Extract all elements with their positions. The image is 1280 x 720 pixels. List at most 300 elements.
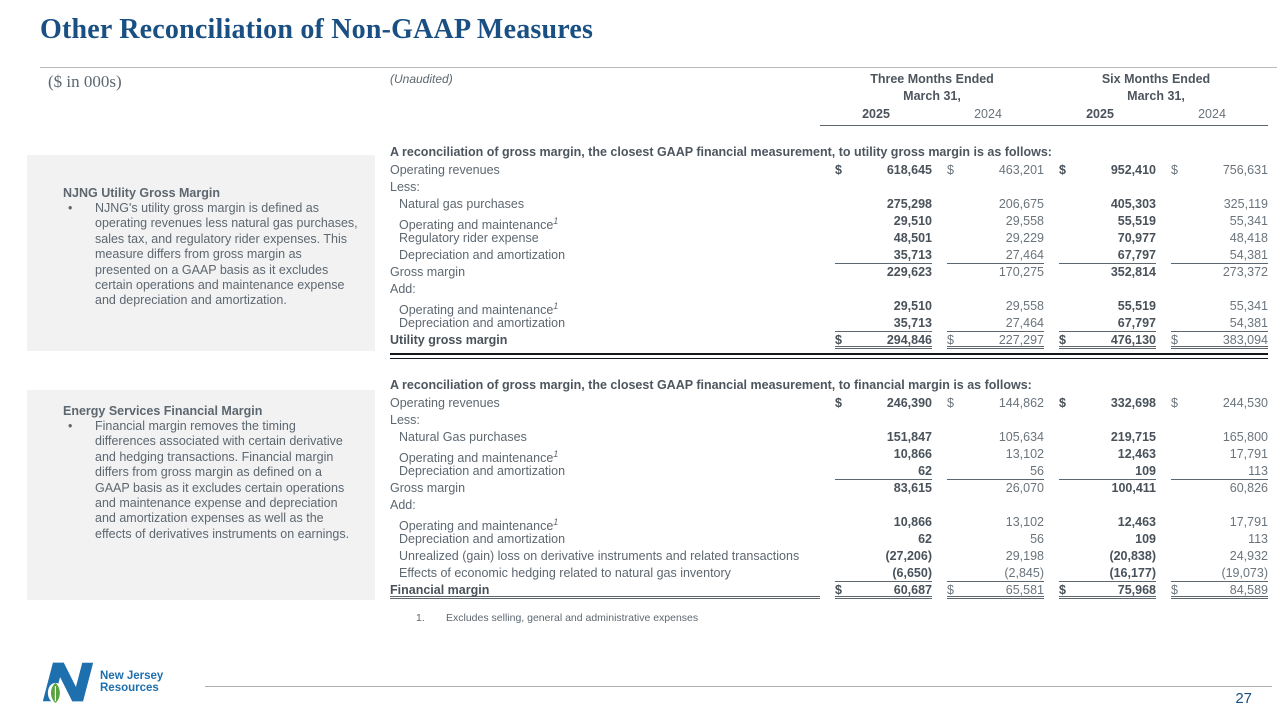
- dollar-sign: [1171, 429, 1187, 446]
- value: [963, 281, 1044, 298]
- value: 294,846: [886, 333, 932, 347]
- row-label: Utility gross margin: [390, 333, 508, 347]
- dollar-sign: $: [1171, 163, 1178, 177]
- value-cell: [1171, 412, 1268, 429]
- row-label: Operating and maintenance$^1$: [399, 301, 559, 318]
- dollar-sign: [835, 463, 851, 479]
- value-cell: [1059, 213, 1156, 230]
- footnote-ref: 1: [553, 517, 559, 527]
- dollar-sign: $: [1171, 396, 1178, 410]
- footnote: [416, 612, 698, 624]
- njr-logo-icon: [42, 656, 94, 708]
- value: 55,519: [1117, 214, 1156, 228]
- table-row: [390, 429, 1268, 446]
- dollar-sign: [1171, 565, 1187, 581]
- table-row: [390, 179, 1268, 196]
- value: 952,410: [1110, 163, 1156, 177]
- dollar-sign: [1171, 480, 1187, 497]
- value: 10,866: [893, 515, 932, 529]
- dollar-sign: $: [1171, 333, 1178, 347]
- table-row: [390, 446, 1268, 466]
- table-heading: A reconciliation of gross margin, the closest GAAP financial measurement, to utility gross margin is as follows:: [390, 145, 1052, 159]
- value: (6,650): [892, 566, 932, 580]
- value-cell: [947, 514, 1044, 531]
- row-label: Add:: [390, 498, 416, 512]
- value: 29,198: [1005, 549, 1044, 563]
- value: 48,418: [1229, 231, 1268, 245]
- table-row: [390, 281, 1268, 298]
- value: (27,206): [885, 549, 932, 563]
- dollar-sign: $: [1059, 396, 1066, 410]
- value-cell: [1059, 179, 1156, 196]
- value: 62: [918, 532, 932, 546]
- value: 56: [1030, 464, 1044, 478]
- value: 151,847: [886, 430, 932, 444]
- value-cell: [947, 332, 1044, 349]
- table-row: [390, 565, 1268, 582]
- value-cell: [1059, 446, 1156, 463]
- value: [1075, 281, 1156, 298]
- value: [851, 412, 932, 429]
- value-cell: [835, 548, 932, 565]
- value-cell: [947, 247, 1044, 264]
- value-cell: [1171, 196, 1268, 213]
- sidebar-box: [27, 390, 375, 600]
- value: 29,558: [1005, 299, 1044, 313]
- dollar-sign: [1059, 497, 1075, 514]
- dollar-sign: [947, 230, 963, 247]
- year-label: 2024: [974, 107, 1002, 121]
- value: 229,623: [886, 265, 932, 279]
- dollar-sign: [1171, 247, 1187, 263]
- value-cell: [1171, 548, 1268, 565]
- value-cell: [1171, 213, 1268, 230]
- row-label: Unrealized (gain) loss on derivative instruments and related transactions: [399, 549, 800, 563]
- value-cell: [1059, 162, 1156, 179]
- value: 113: [1248, 464, 1268, 478]
- table-row: [390, 548, 1268, 565]
- value-cell: [1171, 230, 1268, 247]
- value: [963, 497, 1044, 514]
- year-label: 2025: [1086, 107, 1114, 121]
- value-cell: [1171, 179, 1268, 196]
- value-cell: [1059, 565, 1156, 582]
- value-cell: [835, 332, 932, 349]
- value-cell: [1171, 582, 1268, 599]
- dollar-sign: $: [835, 396, 842, 410]
- dollar-sign: [1171, 230, 1187, 247]
- row-label: Depreciation and amortization: [399, 464, 566, 478]
- value: 463,201: [998, 163, 1044, 177]
- value: 29,510: [893, 214, 932, 228]
- value: [851, 497, 932, 514]
- period-title: Three Months Ended: [870, 72, 994, 86]
- dollar-sign: [835, 281, 851, 298]
- row-label: Operating revenues: [390, 396, 500, 410]
- footer-divider: [205, 686, 1272, 687]
- value-cell: [1171, 395, 1268, 412]
- value-cell: [947, 480, 1044, 497]
- value: 476,130: [1110, 333, 1156, 347]
- value-cell: [947, 429, 1044, 446]
- dollar-sign: [947, 247, 963, 263]
- dollar-sign: [1171, 497, 1187, 514]
- value-cell: [947, 497, 1044, 514]
- value: 70,977: [1117, 231, 1156, 245]
- row-label: Financial margin: [390, 582, 820, 599]
- dollar-sign: $: [1059, 333, 1066, 347]
- dollar-sign: [947, 213, 963, 230]
- value-cell: [1059, 247, 1156, 264]
- value: 35,713: [893, 316, 932, 330]
- row-label: Operating and maintenance$^1$: [399, 449, 559, 466]
- value: [963, 412, 1044, 429]
- value-cell: [1059, 412, 1156, 429]
- value: (19,073): [1221, 566, 1268, 580]
- table-row: [390, 315, 1268, 332]
- value-cell: [1171, 446, 1268, 463]
- dollar-sign: [947, 264, 963, 281]
- year-label: 2024: [1198, 107, 1226, 121]
- table-row: [390, 264, 1268, 281]
- dollar-sign: [1171, 298, 1187, 315]
- dollar-sign: [1171, 196, 1187, 213]
- row-label: Depreciation and amortization: [399, 248, 566, 262]
- dollar-sign: [1059, 247, 1075, 263]
- value: 83,615: [893, 481, 932, 495]
- dollar-sign: [1059, 281, 1075, 298]
- year-row: [1044, 105, 1268, 123]
- value: 109: [1135, 464, 1156, 478]
- period-three-months: [820, 71, 1044, 126]
- row-label: Less:: [390, 180, 420, 194]
- value-cell: [835, 497, 932, 514]
- value: 273,372: [1222, 265, 1268, 279]
- dollar-sign: $: [947, 583, 954, 597]
- dollar-sign: $: [947, 396, 954, 410]
- dollar-sign: [1171, 446, 1187, 463]
- value: 60,687: [893, 583, 932, 597]
- value: 144,862: [998, 396, 1044, 410]
- table-row: [390, 514, 1268, 534]
- value-cell: [947, 463, 1044, 480]
- dollar-sign: [1059, 548, 1075, 565]
- value: 55,341: [1229, 214, 1268, 228]
- row-label: Regulatory rider expense: [399, 231, 539, 245]
- value: 27,464: [1005, 316, 1044, 330]
- dollar-sign: [947, 412, 963, 429]
- dollar-sign: [947, 514, 963, 531]
- dollar-sign: [947, 281, 963, 298]
- value-cell: [1171, 298, 1268, 315]
- dollar-sign: [1059, 480, 1075, 497]
- row-label: Depreciation and amortization: [399, 532, 566, 546]
- value: [851, 179, 932, 196]
- value-cell: [835, 247, 932, 264]
- value-cell: [835, 446, 932, 463]
- year-label: 2025: [862, 107, 890, 121]
- page-number: 27: [1235, 690, 1252, 707]
- value-cell: [835, 531, 932, 548]
- logo-wordmark: [100, 670, 163, 695]
- year-row: [820, 105, 1044, 123]
- value-cell: [835, 315, 932, 332]
- sidebar-bullet-text: Financial margin removes the timing differences associated with certain derivative and hedging transactions. Financial margin differs from gross margin as defined on a GAAP basis as it excludes certain operations and maintenance expense and depreciation and amortization expenses as well as the effects of derivatives instruments on earnings.: [95, 419, 350, 541]
- value: 756,631: [1222, 163, 1268, 177]
- value-cell: [1171, 429, 1268, 446]
- value: 109: [1135, 532, 1156, 546]
- page-title: Other Reconciliation of Non-GAAP Measures: [40, 14, 594, 45]
- value-cell: [947, 412, 1044, 429]
- dollar-sign: [947, 298, 963, 315]
- logo-line1: New Jersey: [100, 669, 164, 682]
- dollar-sign: [1059, 230, 1075, 247]
- value-cell: [947, 196, 1044, 213]
- value-cell: [947, 230, 1044, 247]
- value: (2,845): [1004, 566, 1044, 580]
- dollar-sign: [835, 446, 851, 463]
- value-cell: [835, 480, 932, 497]
- dollar-sign: [947, 497, 963, 514]
- value: 24,932: [1229, 549, 1268, 563]
- value: 332,698: [1110, 396, 1156, 410]
- value: 55,519: [1117, 299, 1156, 313]
- dollar-sign: [1059, 196, 1075, 213]
- title-divider: [40, 67, 1277, 68]
- value-cell: [1059, 395, 1156, 412]
- value: 67,797: [1117, 316, 1156, 330]
- value: 246,390: [886, 396, 932, 410]
- footnote-ref: 1: [553, 216, 559, 226]
- value-cell: [835, 429, 932, 446]
- dollar-sign: [947, 446, 963, 463]
- value: 206,675: [998, 197, 1044, 211]
- value-cell: [947, 281, 1044, 298]
- value-cell: [1059, 315, 1156, 332]
- value: 54,381: [1229, 248, 1268, 262]
- value: 12,463: [1117, 447, 1156, 461]
- value-cell: [835, 264, 932, 281]
- table-row: [390, 582, 1268, 599]
- value: 29,558: [1005, 214, 1044, 228]
- value: 113: [1248, 532, 1268, 546]
- value: [1187, 412, 1268, 429]
- value-cell: [1059, 332, 1156, 349]
- table-row: [390, 332, 1268, 349]
- dollar-sign: $: [947, 333, 954, 347]
- value-cell: [1059, 497, 1156, 514]
- value: 165,800: [1222, 430, 1268, 444]
- dollar-sign: [1059, 463, 1075, 479]
- dollar-sign: [835, 315, 851, 331]
- value: [1075, 412, 1156, 429]
- period-date: March 31,: [1127, 89, 1185, 103]
- value: [1075, 179, 1156, 196]
- dollar-sign: [1171, 463, 1187, 479]
- sidebar-bullet: [63, 419, 365, 542]
- footnote-ref: 1: [553, 449, 559, 459]
- value-cell: [1171, 264, 1268, 281]
- dollar-sign: [835, 480, 851, 497]
- dollar-sign: [1059, 179, 1075, 196]
- value: 60,826: [1229, 481, 1268, 495]
- value-cell: [835, 412, 932, 429]
- dollar-sign: [835, 514, 851, 531]
- table-row: [390, 531, 1268, 548]
- dollar-sign: [1171, 264, 1187, 281]
- value: 170,275: [998, 265, 1044, 279]
- value: 48,501: [893, 231, 932, 245]
- dollar-sign: [1171, 281, 1187, 298]
- value-cell: [835, 298, 932, 315]
- dollar-sign: [1059, 565, 1075, 581]
- dollar-sign: [1059, 412, 1075, 429]
- value: 13,102: [1005, 515, 1044, 529]
- sidebar-bullet-text: NJNG's utility gross margin is defined as operating revenues less natural gas purchases, sales tax, and regulatory rider expenses. This measure differs from gross margin as presented on a GAAP basis as it excludes certain operations and maintenance expense and depreciation and amortization.: [95, 201, 358, 308]
- dollar-sign: [947, 463, 963, 479]
- value-cell: [835, 179, 932, 196]
- value-cell: [1171, 565, 1268, 582]
- value-cell: [1171, 315, 1268, 332]
- value: 29,510: [893, 299, 932, 313]
- table-row: [390, 247, 1268, 264]
- value: 405,303: [1110, 197, 1156, 211]
- dollar-sign: [835, 429, 851, 446]
- dollar-sign: [1059, 315, 1075, 331]
- value: 100,411: [1111, 481, 1156, 495]
- value: 65,581: [1005, 583, 1044, 597]
- footnote-ref: 1: [553, 301, 559, 311]
- dollar-sign: [947, 315, 963, 331]
- sidebar-box-title: Energy Services Financial Margin: [63, 404, 263, 418]
- value-cell: [1059, 463, 1156, 480]
- logo-line2: Resources: [100, 682, 159, 694]
- value-cell: [1171, 281, 1268, 298]
- period-title: Six Months Ended: [1101, 72, 1211, 86]
- value-cell: [947, 446, 1044, 463]
- dollar-sign: $: [835, 333, 842, 347]
- financial-margin-table: [390, 376, 1268, 599]
- table-row: [390, 463, 1268, 480]
- value: 62: [918, 464, 932, 478]
- value: 383,094: [1222, 333, 1268, 347]
- dollar-sign: [835, 213, 851, 230]
- value: 105,634: [998, 430, 1044, 444]
- dollar-sign: [835, 264, 851, 281]
- value: 10,866: [893, 447, 932, 461]
- dollar-sign: [1171, 179, 1187, 196]
- value-cell: [1059, 582, 1156, 599]
- table-heading: A reconciliation of gross margin, the closest GAAP financial measurement, to financial margin is as follows:: [390, 378, 1032, 392]
- value-cell: [1171, 332, 1268, 349]
- dollar-sign: $: [1059, 583, 1066, 597]
- period-header: [390, 71, 1268, 126]
- value-cell: [835, 213, 932, 230]
- dollar-sign: [1059, 531, 1075, 548]
- value: (16,177): [1109, 566, 1156, 580]
- value-cell: [947, 395, 1044, 412]
- value: 352,814: [1110, 265, 1156, 279]
- value: [1187, 179, 1268, 196]
- value-cell: [835, 281, 932, 298]
- dollar-sign: [835, 298, 851, 315]
- dollar-sign: [835, 412, 851, 429]
- value: [1187, 497, 1268, 514]
- value-cell: [835, 230, 932, 247]
- value-cell: [835, 514, 932, 531]
- dollar-sign: [1059, 514, 1075, 531]
- dollar-sign: [947, 548, 963, 565]
- row-label: Operating revenues: [390, 163, 500, 177]
- value: 17,791: [1229, 447, 1268, 461]
- dollar-sign: $: [1171, 583, 1178, 597]
- dollar-sign: [1059, 213, 1075, 230]
- value-cell: [947, 531, 1044, 548]
- dollar-sign: [1171, 514, 1187, 531]
- sidebar-box: [27, 155, 375, 351]
- value: [1075, 497, 1156, 514]
- dollar-sign: [947, 531, 963, 548]
- dollar-sign: [835, 531, 851, 548]
- value: 219,715: [1110, 430, 1156, 444]
- value-cell: [1171, 463, 1268, 480]
- row-label: Gross margin: [390, 481, 466, 495]
- dollar-sign: [1171, 412, 1187, 429]
- value-cell: [1059, 298, 1156, 315]
- dollar-sign: [1059, 429, 1075, 446]
- row-label: Natural Gas purchases: [399, 430, 527, 444]
- value: 325,119: [1223, 197, 1268, 211]
- value: 618,645: [886, 163, 932, 177]
- footnote-text: Excludes selling, general and administrative expenses: [446, 612, 699, 624]
- dollar-sign: [835, 548, 851, 565]
- value-cell: [1059, 264, 1156, 281]
- value-cell: [947, 582, 1044, 599]
- value: 244,530: [1222, 396, 1268, 410]
- table-row: [390, 298, 1268, 318]
- value-cell: [1171, 162, 1268, 179]
- dollar-sign: [835, 179, 851, 196]
- dollar-sign: [947, 179, 963, 196]
- table-row: [390, 196, 1268, 213]
- value: 84,589: [1229, 583, 1268, 597]
- dollar-sign: [947, 196, 963, 213]
- value-cell: [1059, 281, 1156, 298]
- table-row: [390, 213, 1268, 233]
- dollar-sign: [947, 565, 963, 581]
- row-label: Effects of economic hedging related to natural gas inventory: [399, 566, 731, 580]
- value-cell: [1059, 230, 1156, 247]
- value: 13,102: [1005, 447, 1044, 461]
- dollar-sign: $: [947, 163, 954, 177]
- company-logo: [42, 656, 163, 708]
- value-cell: [947, 565, 1044, 582]
- value-cell: [1059, 531, 1156, 548]
- value: 275,298: [886, 197, 932, 211]
- dollar-sign: [1171, 548, 1187, 565]
- dollar-sign: [1171, 531, 1187, 548]
- table-row: [390, 497, 1268, 514]
- dollar-sign: $: [835, 583, 842, 597]
- value-cell: [835, 162, 932, 179]
- dollar-sign: [835, 196, 851, 213]
- value: 67,797: [1117, 248, 1156, 262]
- row-label: Add:: [390, 282, 416, 296]
- dollar-sign: [1171, 213, 1187, 230]
- dollar-sign: [947, 429, 963, 446]
- value: 227,297: [998, 333, 1044, 347]
- value: [851, 281, 932, 298]
